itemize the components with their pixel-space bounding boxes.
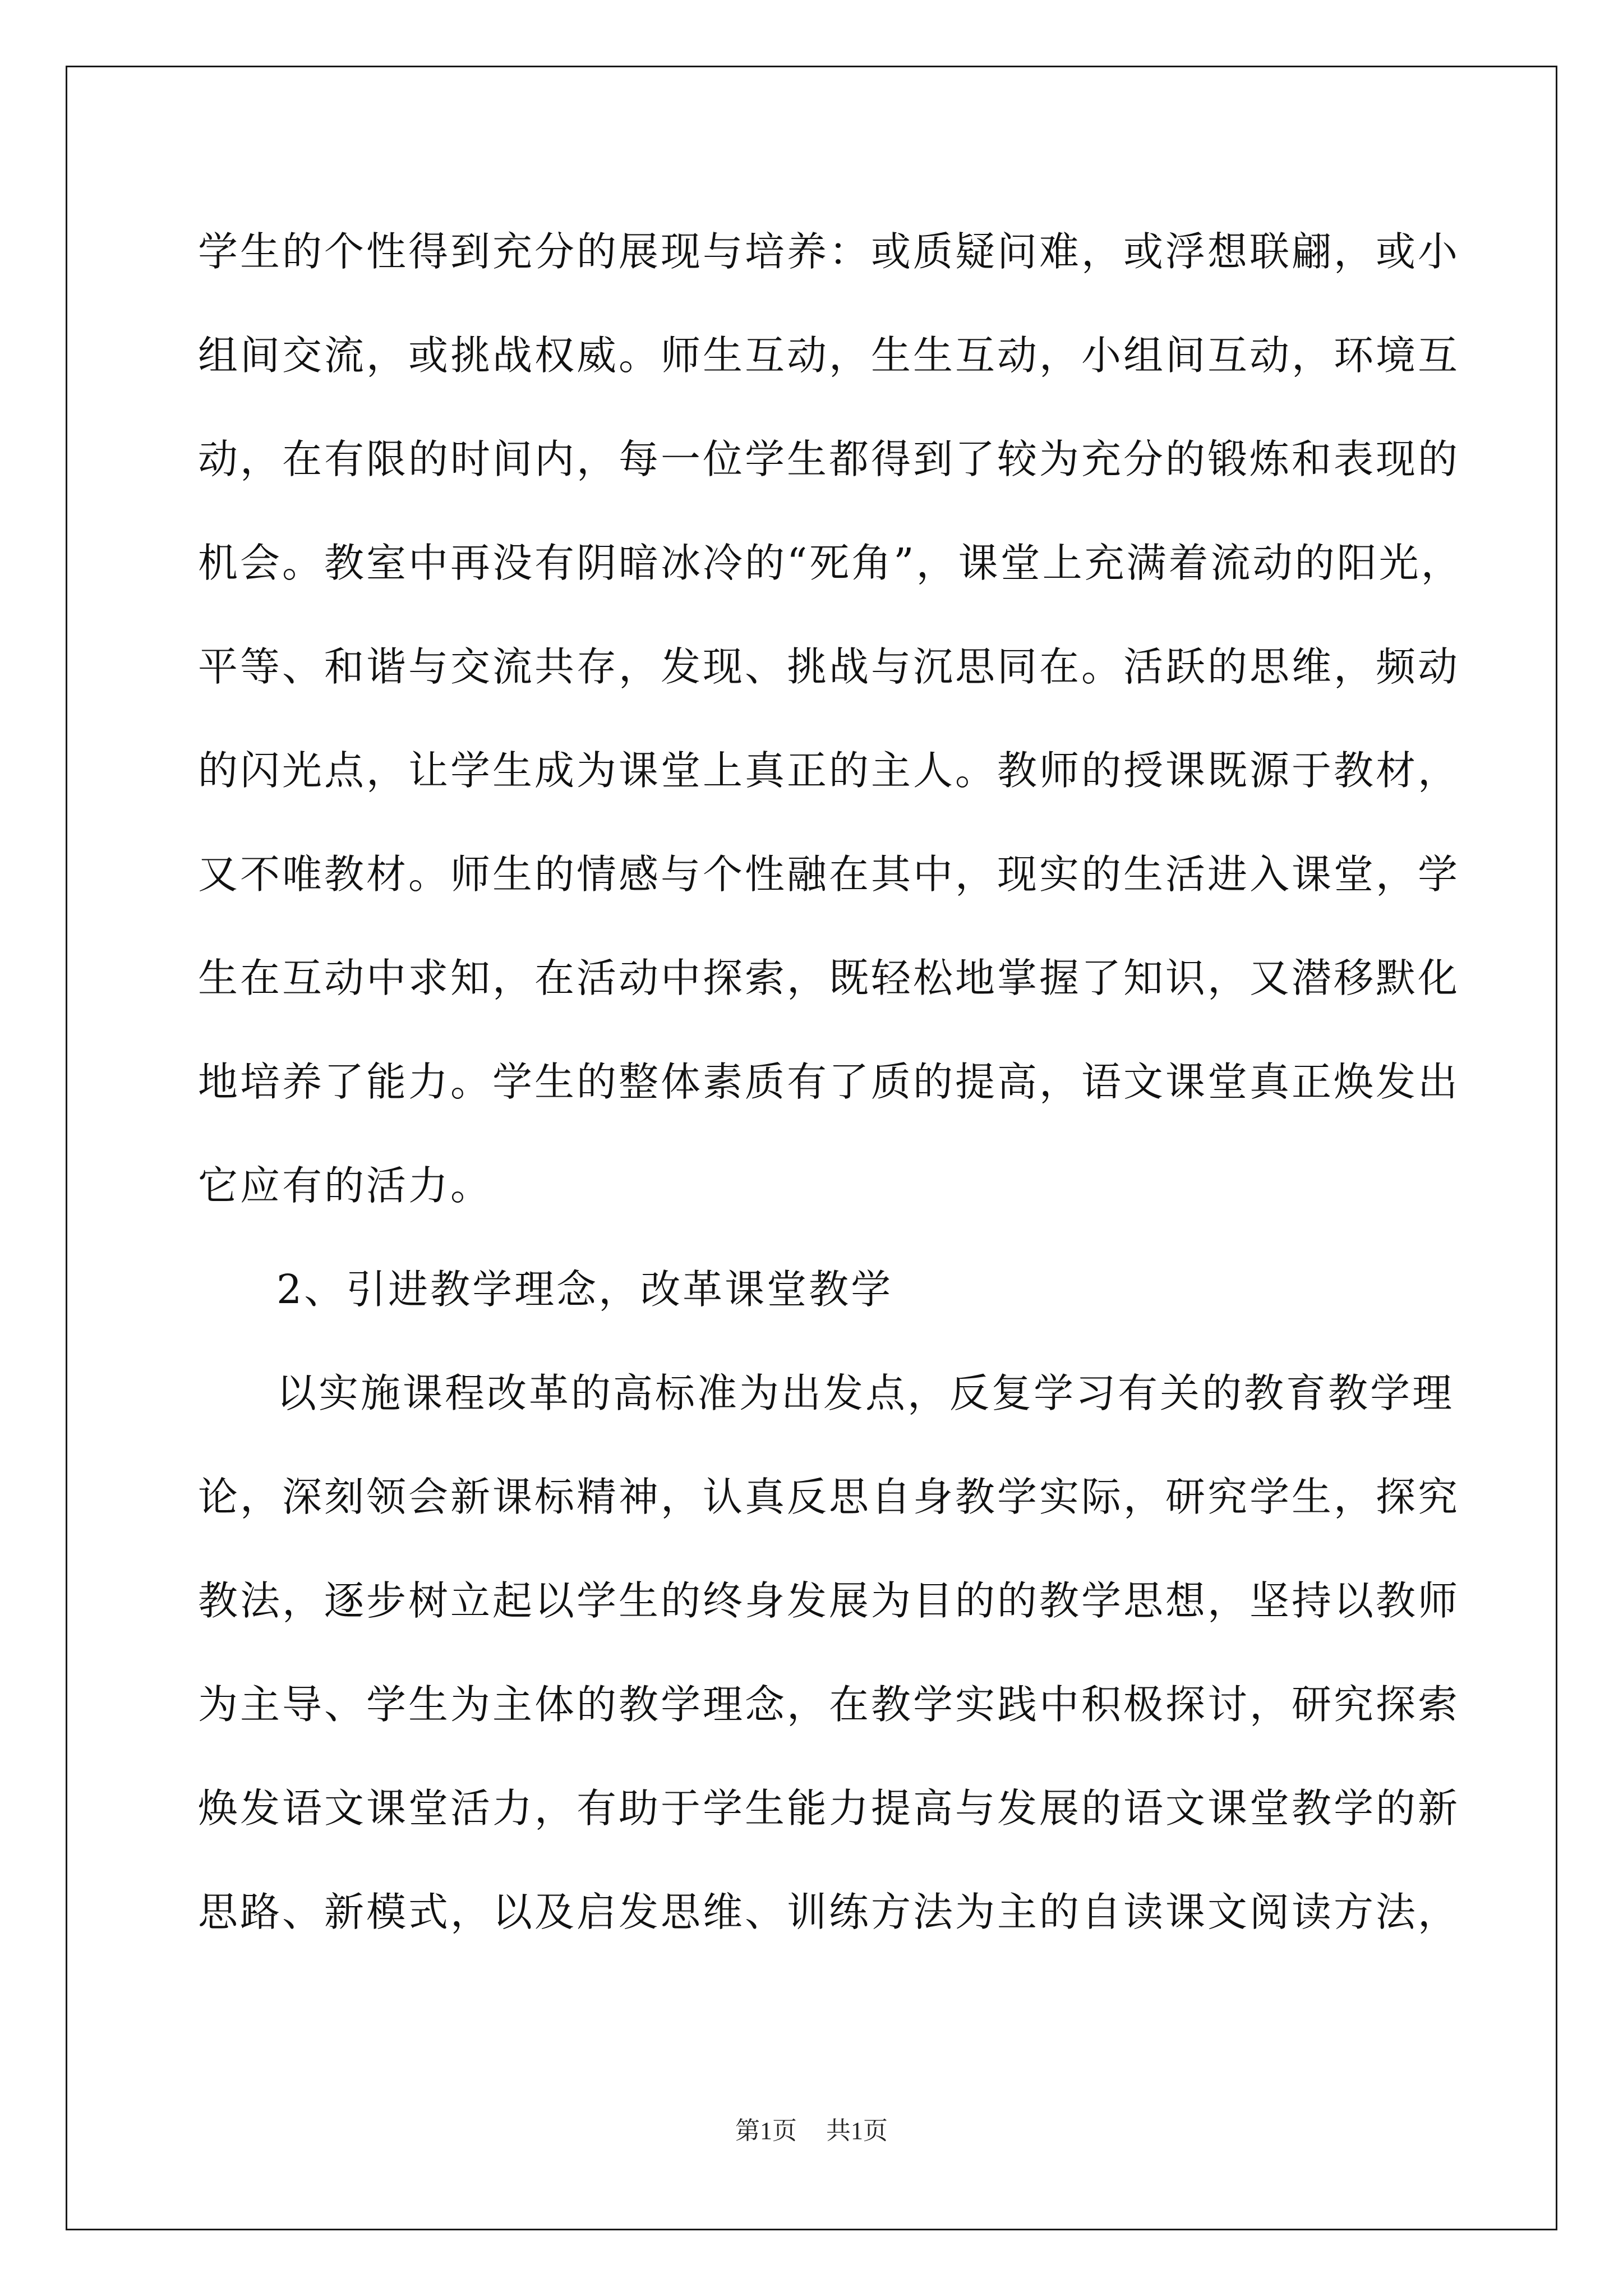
document-body xyxy=(198,200,1463,1964)
paragraph-line: 生在互动中求知，在活动中探索，既轻松地掌握了知识，又潜移默化 xyxy=(198,955,1460,1001)
paragraph-line: 教法，逐步树立起以学生的终身发展为目的的教学思想，坚持以教师 xyxy=(198,1577,1460,1624)
paragraph-line: 平等、和谐与交流共存，发现、挑战与沉思同在。活跃的思维，频动 xyxy=(198,643,1460,690)
paragraph-line: 机会。教室中再没有阴暗冰冷的“死角”，课堂上充满着流动的阳光， xyxy=(198,540,1463,586)
paragraph-line: 地培养了能力。学生的整体素质有了质的提高，语文课堂真正焕发出 xyxy=(198,1059,1460,1105)
paragraph-line: 以实施课程改革的高标准为出发点，反复学习有关的教育教学理 xyxy=(276,1370,1455,1416)
page-footer xyxy=(0,2110,1623,2146)
paragraph-line: 的闪光点，让学生成为课堂上真正的主人。教师的授课既源于教材， xyxy=(198,747,1460,794)
paragraph-line: 论，深刻领会新课标精神，认真反思自身教学实际，研究学生，探究 xyxy=(198,1474,1460,1520)
paragraph-line: 思路、新模式，以及启发思维、训练方法为主的自读课文阅读方法， xyxy=(198,1889,1460,1935)
paragraph-line: 学生的个性得到充分的展现与培养：或质疑问难，或浮想联翩，或小 xyxy=(198,228,1460,275)
paragraph-line: 它应有的活力。 xyxy=(198,1162,493,1209)
paragraph-line: 又不唯教材。师生的情感与个性融在其中，现实的生活进入课堂，学 xyxy=(198,851,1460,898)
paragraph-line: 焕发语文课堂活力，有助于学生能力提高与发展的语文课堂教学的新 xyxy=(198,1785,1460,1832)
paragraph-line: 组间交流，或挑战权威。师生互动，生生互动，小组间互动，环境互 xyxy=(198,332,1460,379)
page-number: 第1页 xyxy=(735,2117,797,2145)
paragraph-line: 为主导、学生为主体的教学理念，在教学实践中积极探讨，研究探索 xyxy=(198,1681,1460,1728)
paragraph-line: 动，在有限的时间内，每一位学生都得到了较为充分的锻炼和表现的 xyxy=(198,436,1460,482)
page-total: 共1页 xyxy=(826,2117,888,2145)
section-heading: 2、引进教学理念，改革课堂教学 xyxy=(276,1266,893,1313)
